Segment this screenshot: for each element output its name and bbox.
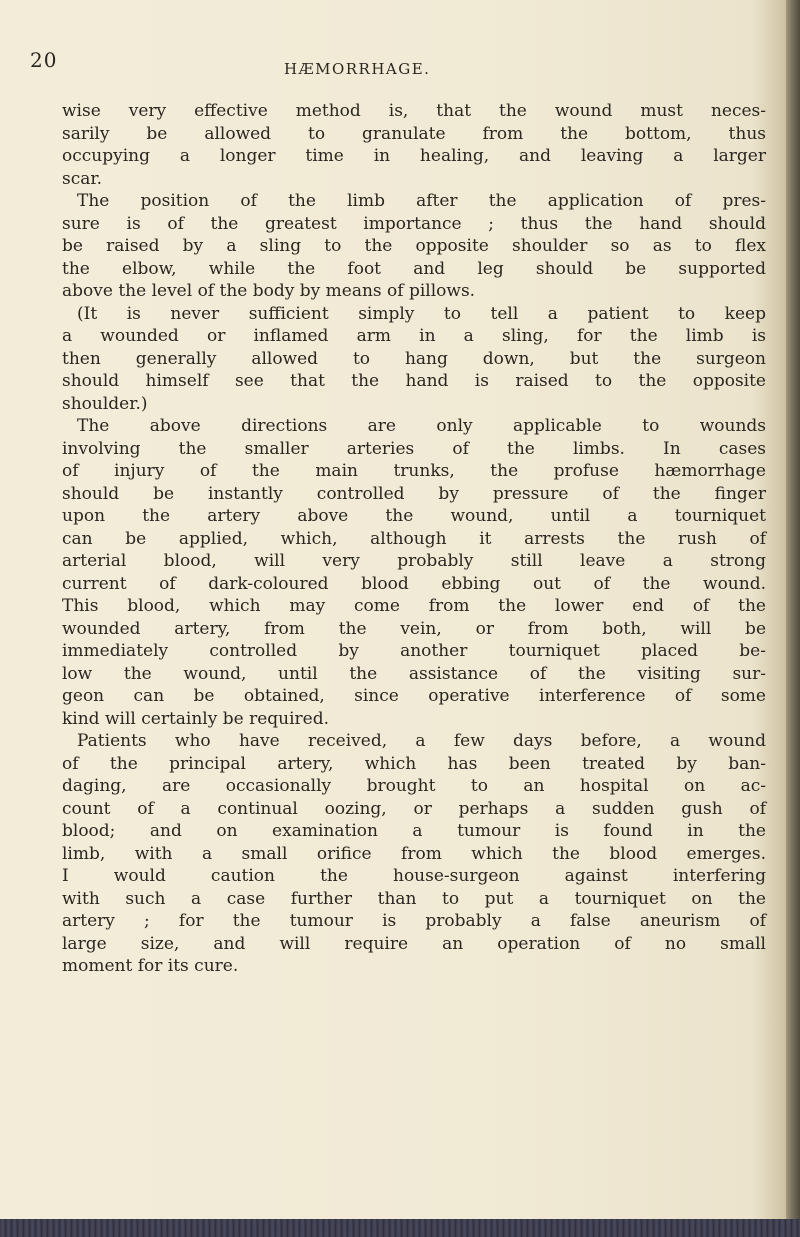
text-line: be raised by a sling to the opposite shoulder so as to flex (62, 236, 766, 256)
text-line: can be applied, which, although it arrests the rush of (62, 528, 766, 549)
text-line: sure is of the greatest importance ; thus the hand should (62, 213, 766, 234)
body-text (62, 100, 766, 978)
text-line: arterial blood, will very probably still leave a strong (62, 551, 766, 571)
text-line: of the principal artery, which has been treated by ban- (62, 753, 766, 774)
text-line: This blood, which may come from the lower end of the (62, 596, 766, 616)
page-edge-shadow (786, 0, 800, 1237)
text-line: the elbow, while the foot and leg should be supported (62, 258, 766, 279)
text-line: kind will certainly be required. (62, 708, 330, 729)
text-line: blood; and on examination a tumour is found in the (62, 821, 766, 841)
text-line: immediately controlled by another tourniquet placed be- (62, 641, 766, 661)
text-line: sarily be allowed to granulate from the bottom, thus (62, 123, 766, 144)
text-line: with such a case further than to put a tourniquet on the (62, 888, 766, 909)
text-line: occupying a longer time in healing, and leaving a larger (62, 146, 766, 166)
text-line: daging, are occasionally brought to an hospital on ac- (62, 776, 766, 796)
text-line: Patients who have received, a few days before, a wound (77, 731, 766, 751)
page-bottom-edge (0, 1219, 800, 1237)
text-line: limb, with a small orifice from which the blood emerges. (62, 843, 766, 864)
text-line: involving the smaller arteries of the limbs. In cases (62, 438, 766, 459)
text-line: geon can be obtained, since operative interference of some (62, 686, 766, 706)
text-line: should be instantly controlled by pressure of the finger (62, 483, 766, 504)
text-line: moment for its cure. (62, 956, 239, 976)
text-line: then generally allowed to hang down, but the surgeon (62, 348, 766, 369)
text-line: count of a continual oozing, or perhaps a sudden gush of (62, 798, 766, 819)
text-line: I would caution the house-surgeon against interfering (62, 866, 766, 886)
text-line: current of dark-coloured blood ebbing out of the wound. (62, 573, 766, 594)
text-line: low the wound, until the assistance of the visiting sur- (62, 663, 766, 684)
text-line: upon the artery above the wound, until a tourniquet (62, 506, 766, 526)
text-line: scar. (62, 168, 103, 189)
text-line: should himself see that the hand is raised to the opposite (62, 371, 766, 391)
text-line: above the level of the body by means of pillows. (62, 281, 476, 301)
text-line: artery ; for the tumour is probably a false aneurism of (62, 911, 766, 931)
text-line: The position of the limb after the application of pres- (77, 191, 766, 211)
text-line: wise very effective method is, that the wound must neces- (62, 101, 766, 121)
text-line: wounded artery, from the vein, or from both, will be (62, 618, 766, 639)
text-line: (It is never sufficient simply to tell a patient to keep (77, 303, 766, 324)
text-line: a wounded or inflamed arm in a sling, for the limb is (62, 326, 766, 346)
text-line: large size, and will require an operation of no small (62, 933, 766, 954)
text-line: The above directions are only applicable to wounds (77, 416, 766, 436)
text-line: of injury of the main trunks, the profuse hæmorrhage (62, 461, 766, 481)
page-number: 20 (30, 48, 58, 72)
text-line: shoulder.) (62, 393, 148, 414)
running-head: HÆMORRHAGE. (284, 60, 431, 78)
